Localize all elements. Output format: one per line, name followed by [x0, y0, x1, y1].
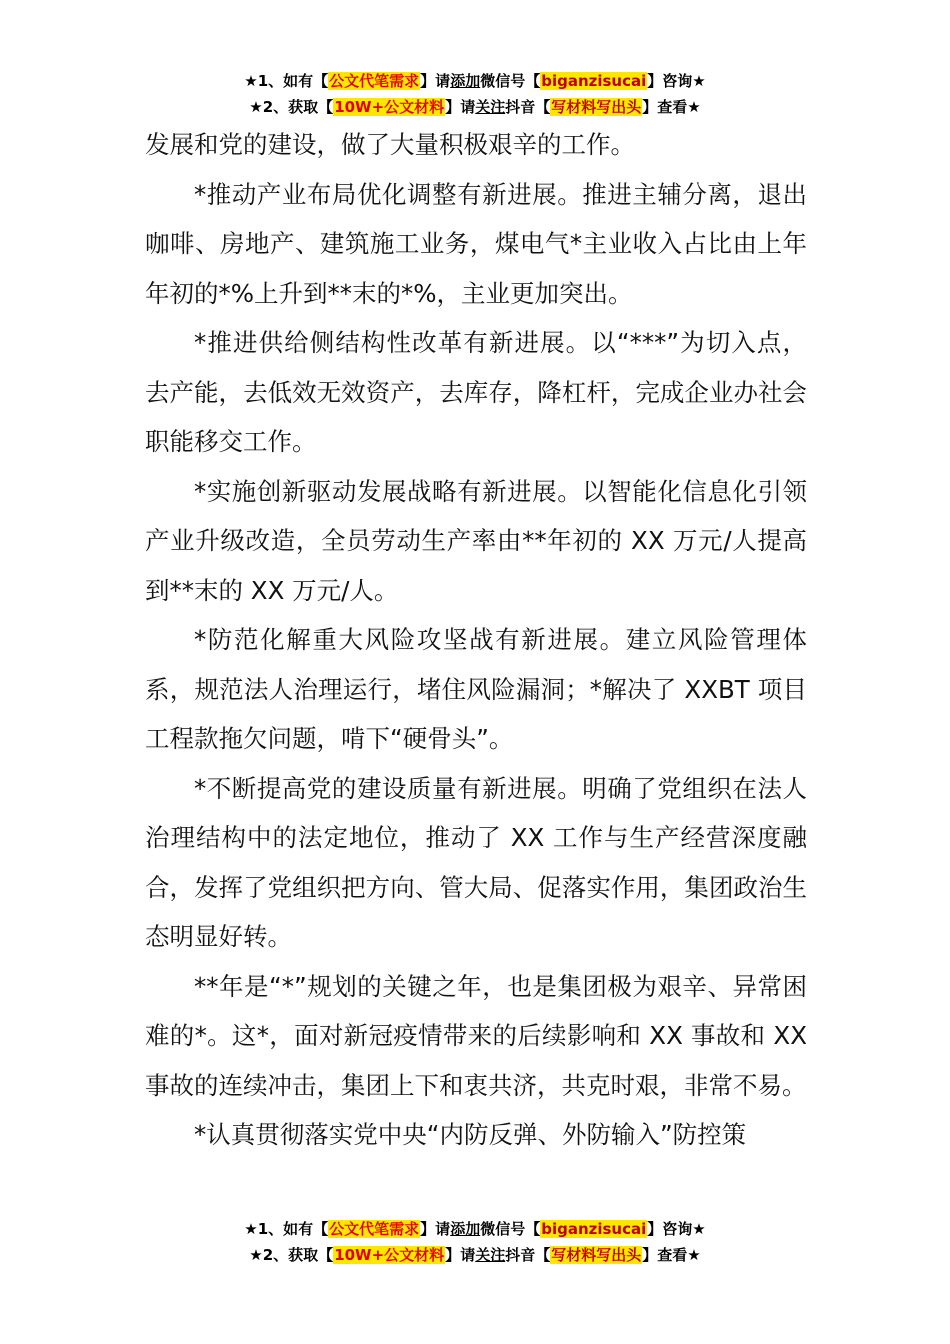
banner-line-2: ★2、获取【10W+公文材料】请关注抖音【写材料写出头】查看★	[249, 1246, 701, 1264]
paragraph: *推动产业布局优化调整有新进展。推进主辅分离，退出咖啡、房地产、建筑施工业务，煤电气*主业收入占比由上年年初的*%上升到**末的*%，主业更加突出。	[145, 179, 807, 308]
header-banner	[0, 68, 950, 120]
highlight-service: 公文代笔需求	[329, 1220, 420, 1238]
paragraph: *不断提高党的建设质量有新进展。明确了党组织在法人治理结构中的法定地位，推动了 XX 工作与生产经营深度融合，发挥了党组织把方向、管大局、促落实作用，集团政治生态明显好转。	[145, 773, 807, 951]
document-body	[145, 120, 807, 1160]
footer-banner	[0, 1216, 950, 1268]
douyin-account[interactable]: 写材料写出头	[551, 1246, 642, 1264]
wechat-id[interactable]: biganzisucai	[541, 1220, 647, 1238]
paragraph: *认真贯彻落实党中央“内防反弹、外防输入”防控策	[194, 1120, 747, 1149]
highlight-materials: 10W+公文材料	[334, 1246, 445, 1264]
banner-line-2: ★2、获取【10W+公文材料】请关注抖音【写材料写出头】查看★	[249, 98, 701, 116]
highlight-materials: 10W+公文材料	[334, 98, 445, 116]
paragraph: 发展和党的建设，做了大量积极艰辛的工作。	[145, 130, 635, 159]
highlight-service: 公文代笔需求	[329, 72, 420, 90]
banner-line-1: ★1、如有【公文代笔需求】请添加微信号【biganzisucai】咨询★	[244, 72, 706, 90]
paragraph: **年是“*”规划的关键之年，也是集团极为艰辛、异常困难的*。这*，面对新冠疫情带来的后续影响和 XX 事故和 XX 事故的连续冲击，集团上下和衷共济，共克时艰，非常不易。	[145, 971, 807, 1100]
banner-line-1: ★1、如有【公文代笔需求】请添加微信号【biganzisucai】咨询★	[244, 1220, 706, 1238]
wechat-id[interactable]: biganzisucai	[541, 72, 647, 90]
paragraph: *防范化解重大风险攻坚战有新进展。建立风险管理体系，规范法人治理运行，堵住风险漏洞；*解决了 XXBT 项目工程款拖欠问题，啃下“硬骨头”。	[145, 625, 807, 753]
douyin-account[interactable]: 写材料写出头	[551, 98, 642, 116]
paragraph: *推进供给侧结构性改革有新进展。以“***”为切入点，去产能，去低效无效资产，去库存，降杠杆，完成企业办社会职能移交工作。	[145, 328, 807, 456]
paragraph: *实施创新驱动发展战略有新进展。以智能化信息化引领产业升级改造，全员劳动生产率由**年初的 XX 万元/人提高到**末的 XX 万元/人。	[145, 476, 807, 605]
